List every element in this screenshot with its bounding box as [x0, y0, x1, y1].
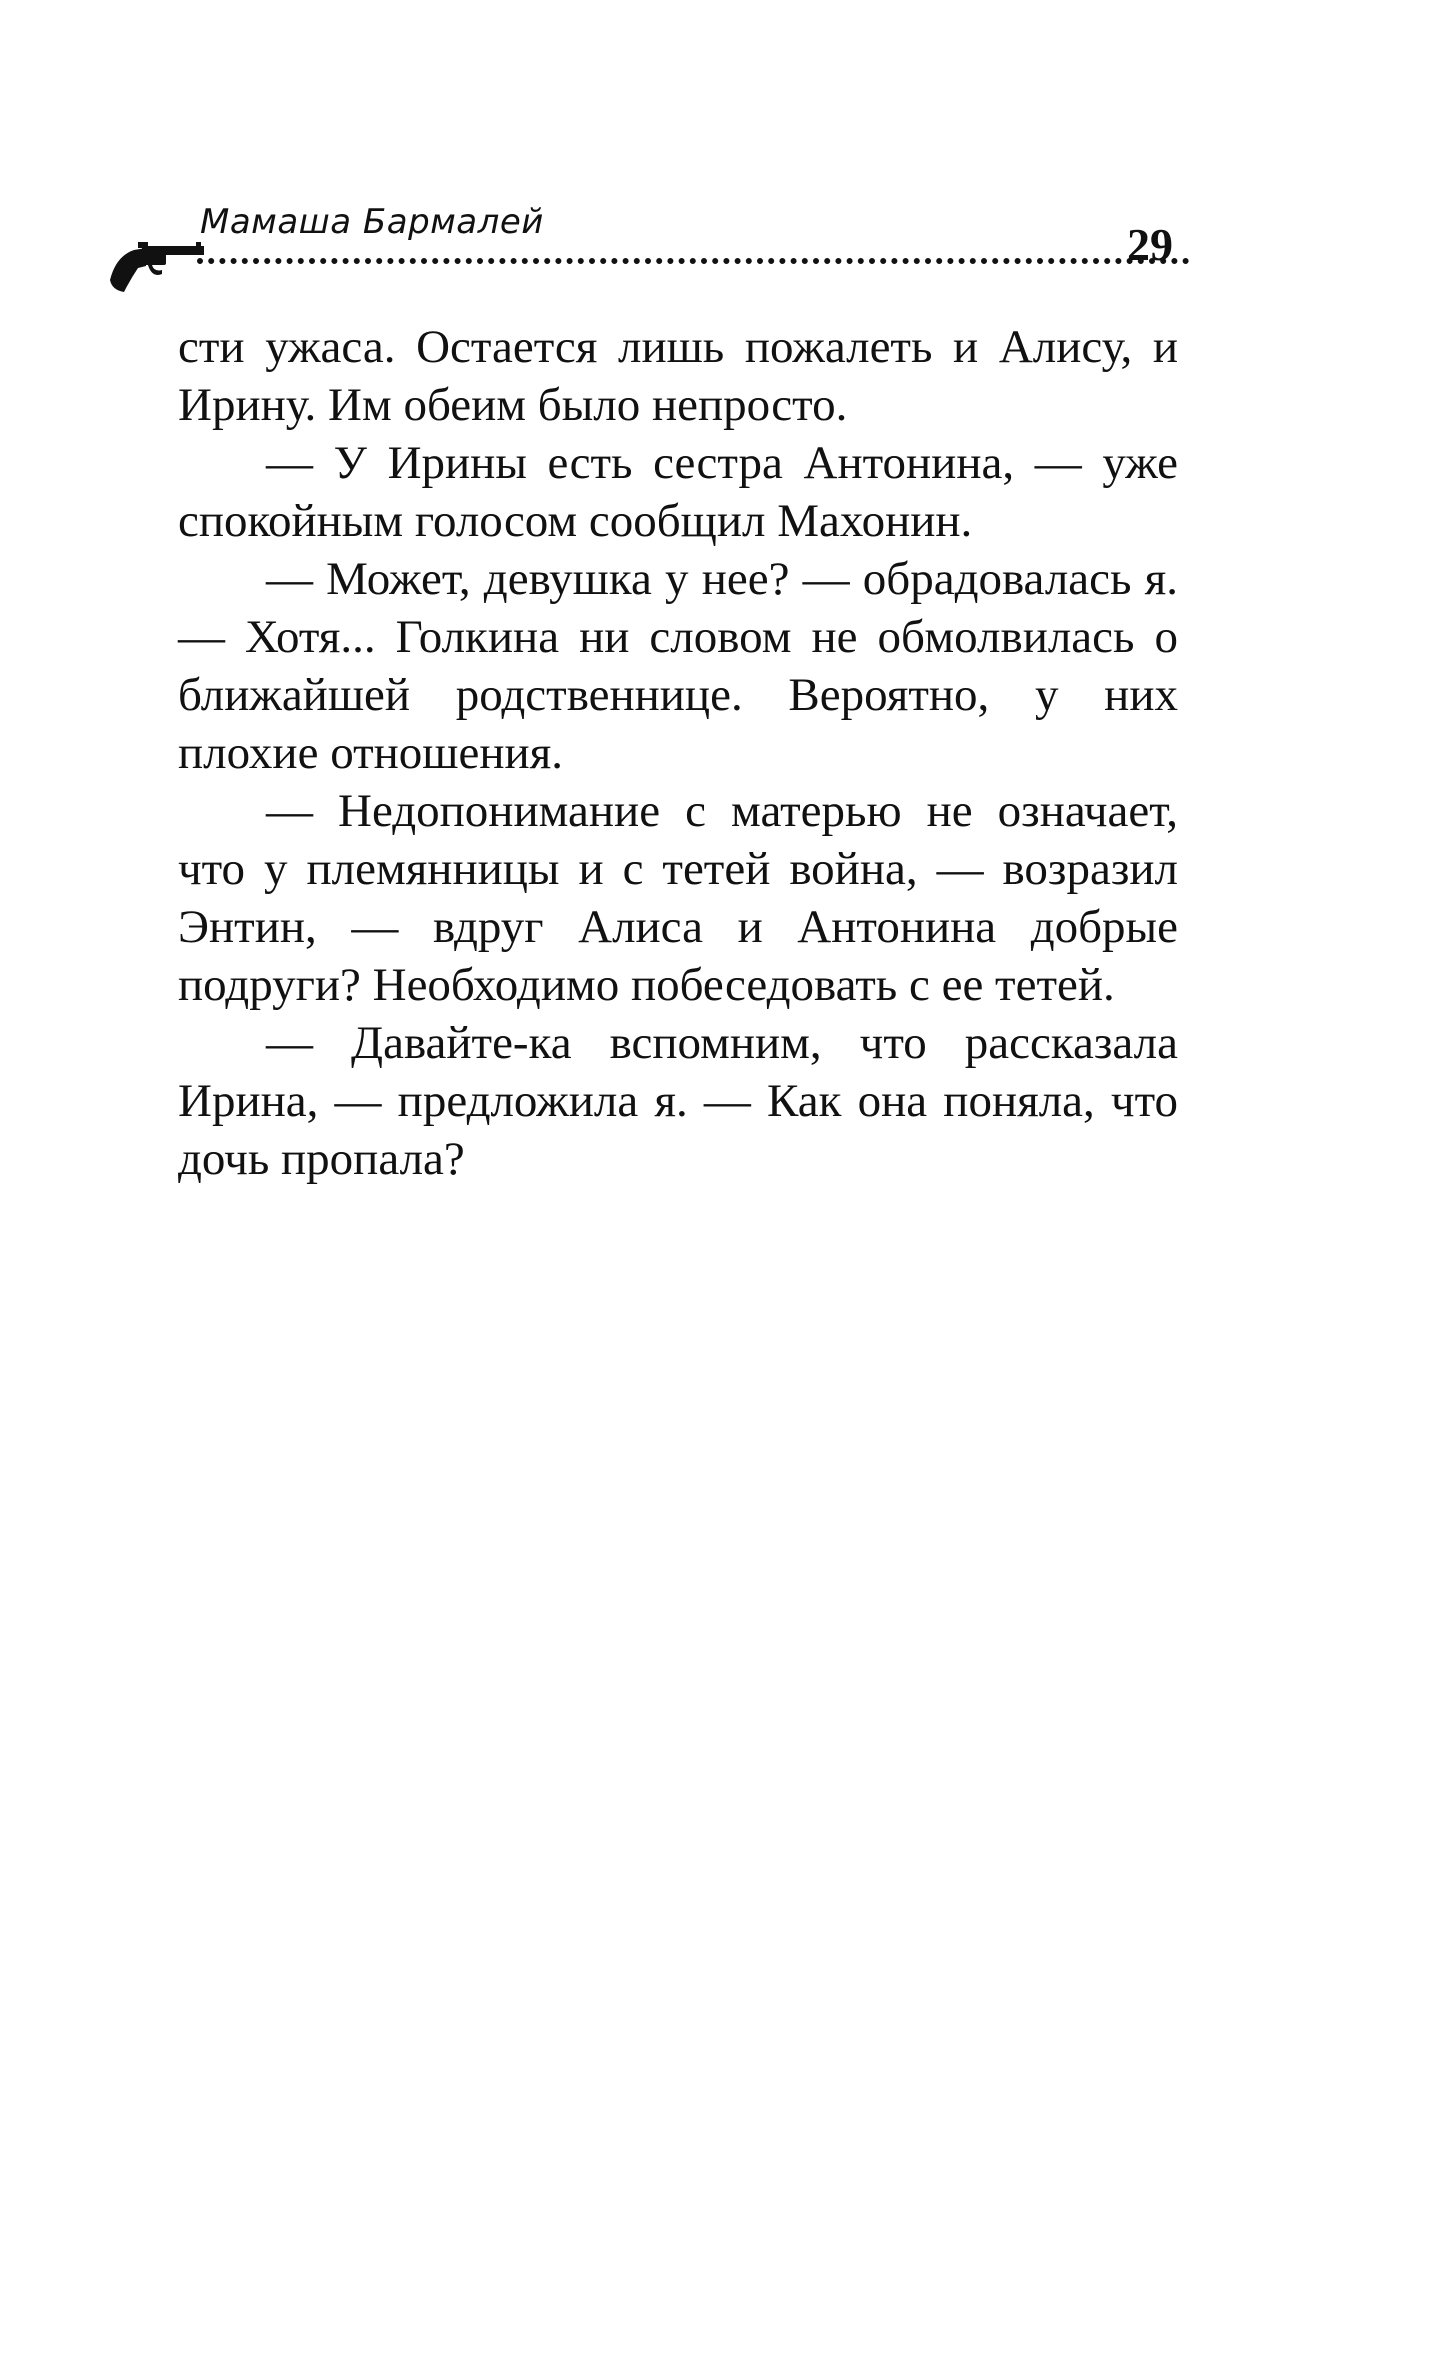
page-header [108, 196, 1173, 286]
body-text [178, 318, 1178, 1188]
page-number: 29 [1127, 219, 1173, 270]
paragraph: — Может, девушка у нее? — обрадовалась я. — Хотя... Голкина ни словом не обмолвилась о ближайшей родственнице. Вероятно, у них плохие отношения. [178, 553, 1178, 779]
dot-leader [196, 257, 1196, 265]
paragraph: — Недопонимание с матерью не означает, что у племянницы и с тетей война, — возразил Энтин, — вдруг Алиса и Антонина добрые подруги? Необходимо побеседовать с ее тетей. [178, 785, 1178, 1011]
paragraph: — У Ирины есть сестра Антонина, — уже спокойным голосом сообщил Махонин. [178, 437, 1178, 547]
paragraph: — Давайте-ка вспомним, что рассказала Ирина, — предложила я. — Как она поняла, что дочь пропала? [178, 1017, 1178, 1185]
paragraph: сти ужаса. Остается лишь пожалеть и Алису, и Ирину. Им обеим было непросто. [178, 321, 1178, 431]
running-title: Мамаша Бармалей [200, 202, 544, 242]
revolver-icon [108, 240, 204, 294]
